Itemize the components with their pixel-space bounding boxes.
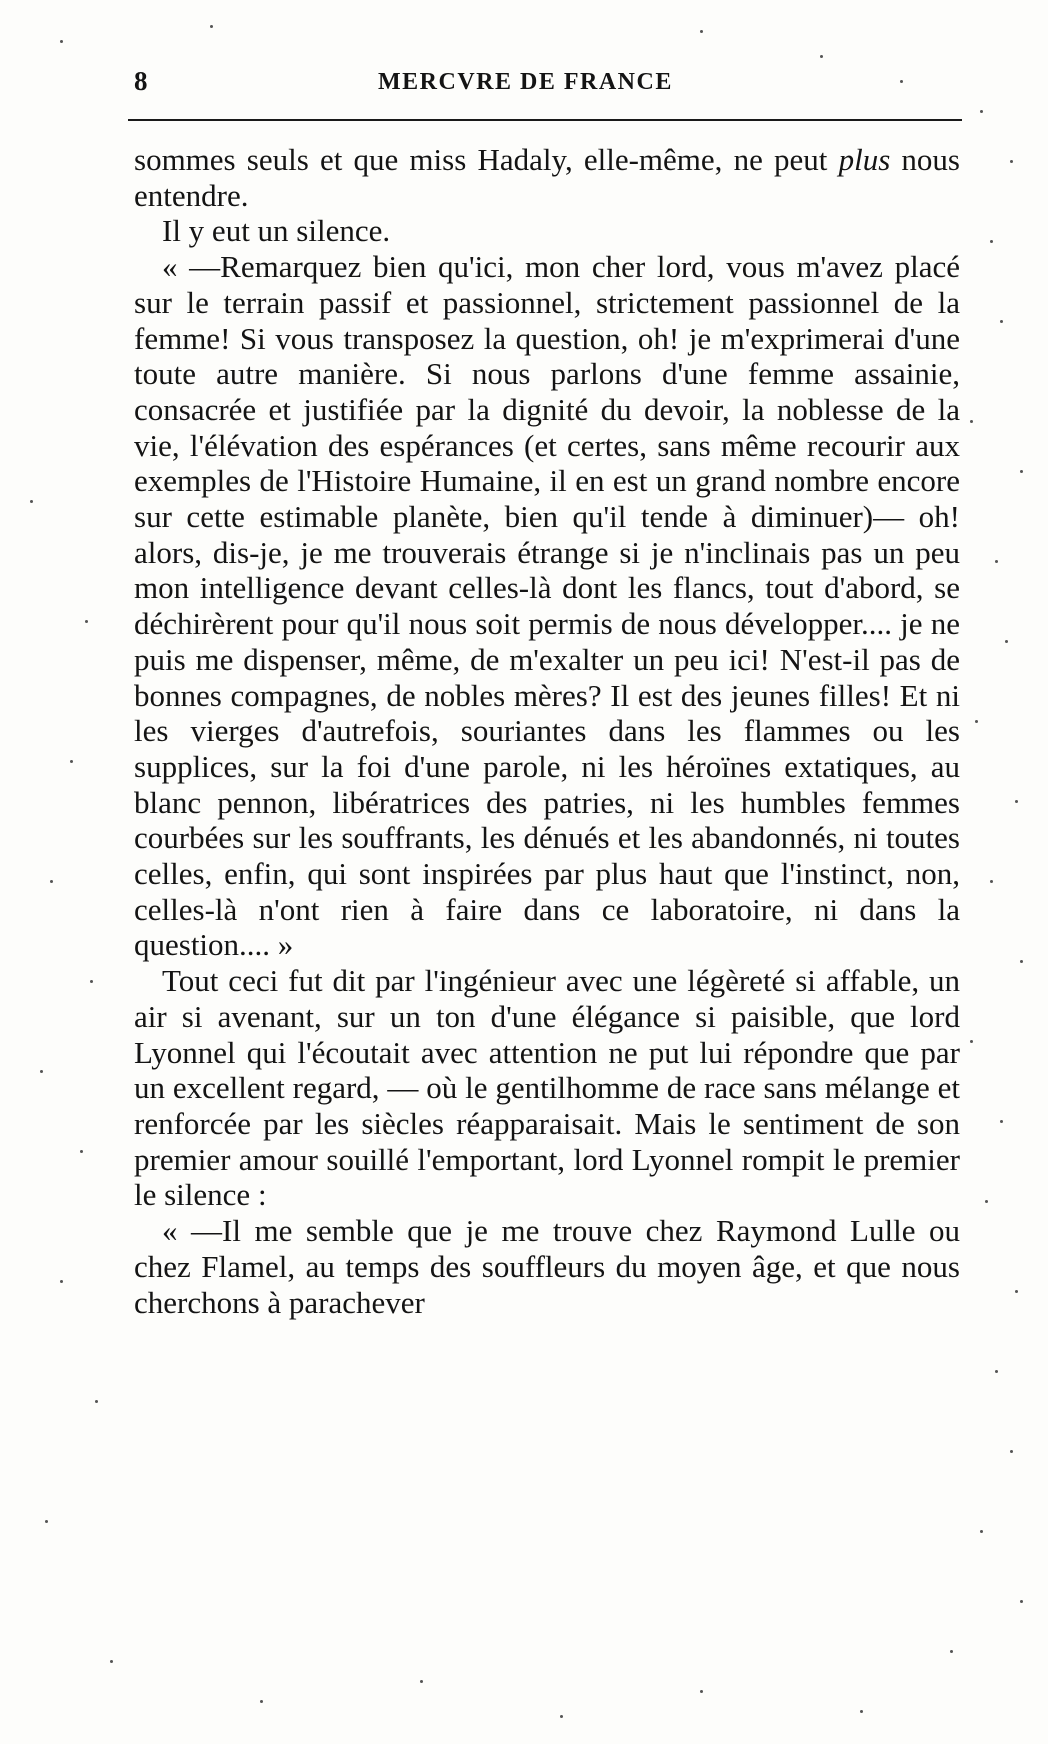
speck <box>970 1040 973 1043</box>
speck <box>1020 960 1023 963</box>
speck <box>420 1680 423 1683</box>
speck <box>990 880 993 883</box>
speck <box>560 1715 563 1718</box>
speck <box>90 980 93 983</box>
speck <box>1020 1600 1023 1603</box>
speck <box>1000 1120 1003 1123</box>
speck <box>70 760 73 763</box>
speck <box>50 880 53 883</box>
speck <box>1015 800 1018 803</box>
speck <box>900 80 903 83</box>
speck <box>30 500 33 503</box>
speck <box>995 560 998 563</box>
speck <box>700 30 703 33</box>
speck <box>1020 470 1023 473</box>
paragraph-narration: Tout ceci fut dit par l'ingénieur avec une légèreté si affable, un air si avenant, sur un ton d'une élégance si paisible, que lord Lyonnel qui l'écoutait avec attention ne put lui répondre que par un excellent regard, — où le gentilhomme de race sans mélange et renforcée par les siècles réapparaisait. Mais le sentiment de son premier amour souillé l'emportant, lord Lyonnel rompit le premier le silence : <box>134 963 960 1213</box>
italic-emphasis: plus <box>838 142 891 177</box>
running-head <box>130 66 960 106</box>
speck <box>980 1530 983 1533</box>
speck <box>820 55 823 58</box>
speck <box>80 1150 83 1153</box>
speck <box>45 1520 48 1523</box>
paragraph-lyonnel-speech: « —Il me semble que je me trouve chez Raymond Lulle ou chez Flamel, au temps des souffleurs du moyen âge, et que nous cherchons à parachever <box>134 1213 960 1320</box>
speck <box>980 110 983 113</box>
speck <box>110 1660 113 1663</box>
speck <box>985 1200 988 1203</box>
speck <box>860 1710 863 1713</box>
speck <box>1010 160 1013 163</box>
paragraph-silence: Il y eut un silence. <box>162 213 391 249</box>
speck <box>40 1070 43 1073</box>
speck <box>990 240 993 243</box>
paragraph-text: nous entendre. <box>134 142 960 213</box>
speck <box>700 1690 703 1693</box>
body-text <box>134 142 960 1320</box>
paragraph-engineer-speech: « —Remarquez bien qu'ici, mon cher lord, vous m'avez placé sur le terrain passif et passionnel, strictement passionnel de la femme! Si vous transposez la question, oh! je m'exprimerai d'une toute autre manière. Si nous parlons d'une femme assainie, consacrée et justifiée par la dignité du devoir, la noblesse de la vie, l'élévation des espérances (et certes, sans même recourir aux exemples de l'Histoire Humaine, il en est un grand nombre encore sur cette estimable planète, bien qu'il tende à diminuer)— oh! alors, dis-je, je me trouverais étrange si je n'inclinais pas un peu mon intelligence devant celles-là dont les flancs, tout d'abord, se déchirèrent pour qu'il nous soit permis de nous développer.... je ne puis me dispenser, même, de m'exalter un peu ici! N'est-il pas de bonnes compagnes, de nobles mères? Il est des jeunes filles! Et ni les vierges d'autrefois, souriantes dans les flammes ou les supplices, sur la foi d'une parole, ni les héroïnes extatiques, au blanc pennon, libératrices des patries, ni les humbles femmes courbées sur les souffrants, les dénués et les abandonnés, ni toutes celles, enfin, qui sont inspirées par plus haut que l'instinct, non, celles-là n'ont rien à faire dans ce laboratoire, ni dans la question.... » <box>134 249 960 963</box>
speck <box>950 1650 953 1653</box>
speck <box>975 720 978 723</box>
speck <box>1015 1290 1018 1293</box>
speck <box>1000 320 1003 323</box>
speck <box>95 1400 98 1403</box>
speck <box>210 25 213 28</box>
speck <box>60 1280 63 1283</box>
speck <box>995 1370 998 1373</box>
page-number: 8 <box>134 66 148 96</box>
paragraph-continuation <box>134 142 960 213</box>
speck <box>60 40 63 43</box>
speck <box>260 1700 263 1703</box>
speck <box>85 620 88 623</box>
journal-title: MERCVRE DE FRANCE <box>378 69 673 95</box>
header-rule <box>128 119 962 121</box>
paragraph-text: sommes seuls et que miss Hadaly, elle-même, ne peut <box>134 142 839 177</box>
speck <box>1010 1450 1013 1453</box>
speck <box>1005 640 1008 643</box>
speck <box>970 420 973 423</box>
